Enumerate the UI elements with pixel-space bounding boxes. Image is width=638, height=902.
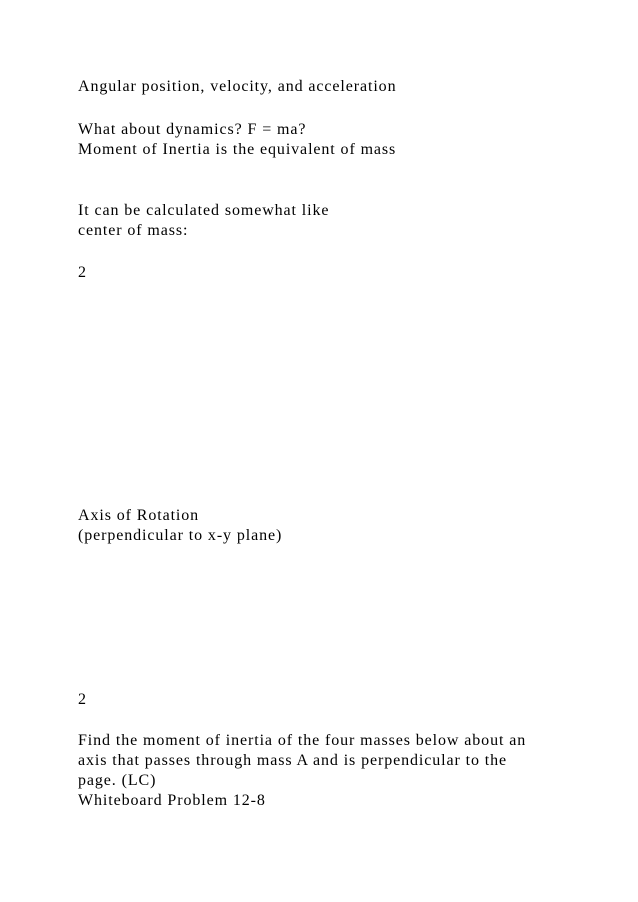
calculation-note-line-2: center of mass: [78,222,189,239]
problem-text-line-2: axis that passes through mass A and is perpendicular to the [78,752,508,769]
whiteboard-problem-label: Whiteboard Problem 12-8 [78,792,266,809]
problem-text-line-1: Find the moment of inertia of the four masses below about an [78,732,527,749]
page-number: 2 [78,691,87,708]
heading-angular-motion: Angular position, velocity, and acceleration [78,78,397,95]
problem-text-line-3: page. (LC) [78,772,157,789]
dynamics-question: What about dynamics? F = ma? [78,121,307,138]
calculation-note-line-1: It can be calculated somewhat like [78,202,330,219]
axis-of-rotation-label: Axis of Rotation [78,507,200,524]
page-number: 2 [78,264,87,281]
axis-of-rotation-note: (perpendicular to x-y plane) [78,527,283,544]
moment-of-inertia-definition: Moment of Inertia is the equivalent of mass [78,141,397,158]
